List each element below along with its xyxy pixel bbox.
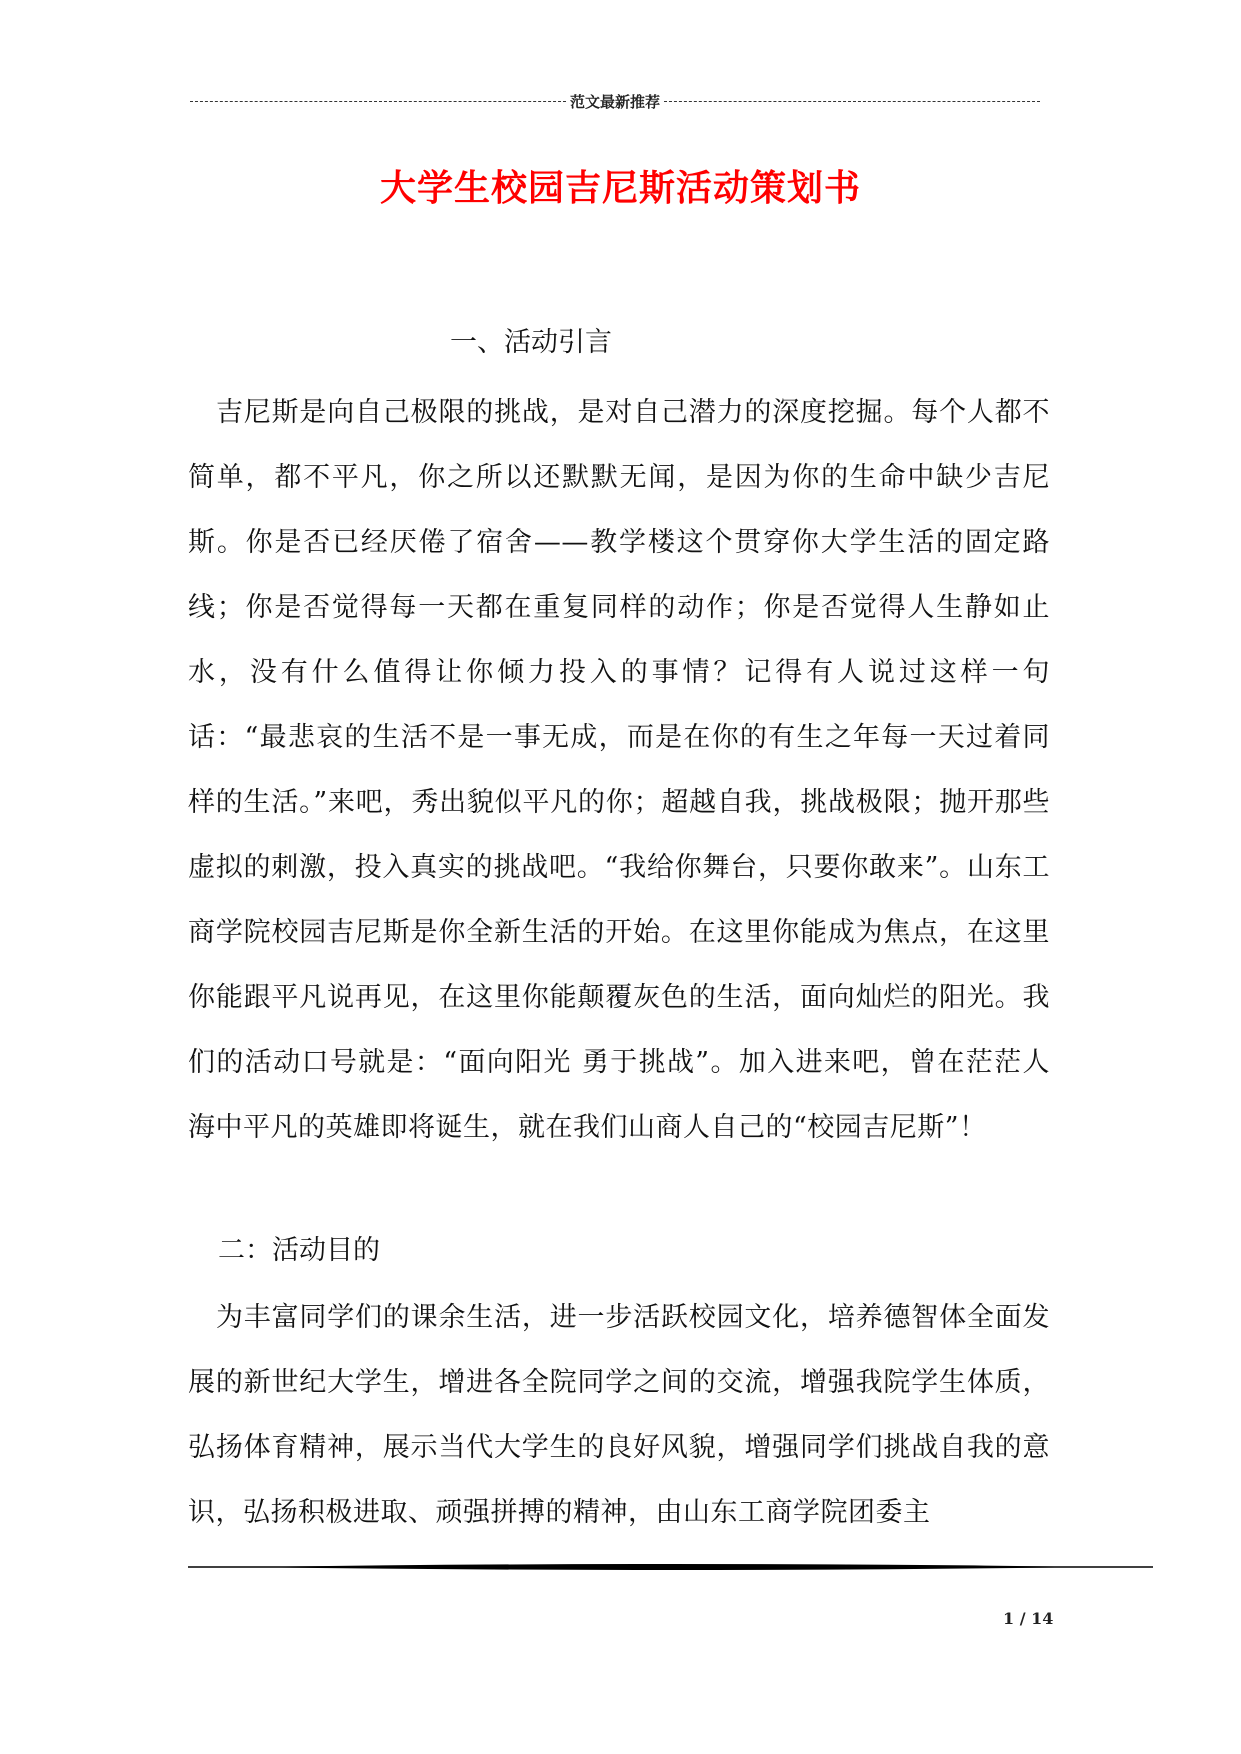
header-dashed-line-left: [190, 101, 566, 102]
page-header: [190, 88, 1040, 114]
section-one-heading: 一、活动引言: [450, 327, 612, 358]
footer-rule: [188, 1563, 1153, 1573]
section-two-paragraph: 为丰富同学们的课余生活，进一步活跃校园文化，培养德智体全面发展的新世纪大学生，增进各全院同学之间的交流，增强我院学生体质，弘扬体育精神，展示当代大学生的良好风貌，增强同学们挑战自我的意识，弘扬积极进取、顽强拼搏的精神，由山东工商学院团委主: [188, 1302, 1050, 1528]
header-label: 范文最新推荐: [570, 92, 661, 111]
header-dashed-line-right: [664, 101, 1040, 102]
document-title: 大学生校园吉尼斯活动策划书: [379, 167, 861, 209]
page-number: 1 / 14: [1003, 1609, 1054, 1628]
section-two-heading: 二：活动目的: [218, 1235, 380, 1266]
section-one-paragraph: 吉尼斯是向自己极限的挑战，是对自己潜力的深度挖掘。每个人都不简单，都不平凡，你之所以还默默无闻，是因为你的生命中缺少吉尼斯。你是否已经厌倦了宿舍——教学楼这个贯穿你大学生活的固定路线；你是否觉得每一天都在重复同样的动作；你是否觉得人生静如止水，没有什么值得让你倾力投入的事情？记得有人说过这样一句话：“最悲哀的生活不是一事无成，而是在你的有生之年每一天过着同样的生活。”来吧，秀出貌似平凡的你；超越自我，挑战极限；抛开那些虚拟的刺激，投入真实的挑战吧。“我给你舞台，只要你敢来”。山东工商学院校园吉尼斯是你全新生活的开始。在这里你能成为焦点，在这里你能跟平凡说再见，在这里你能颠覆灰色的生活，面向灿烂的阳光。我们的活动口号就是：“面向阳光 勇于挑战”。加入进来吧，曾在茫茫人海中平凡的英雄即将诞生，就在我们山商人自己的“校园吉尼斯”！: [188, 397, 1050, 1143]
